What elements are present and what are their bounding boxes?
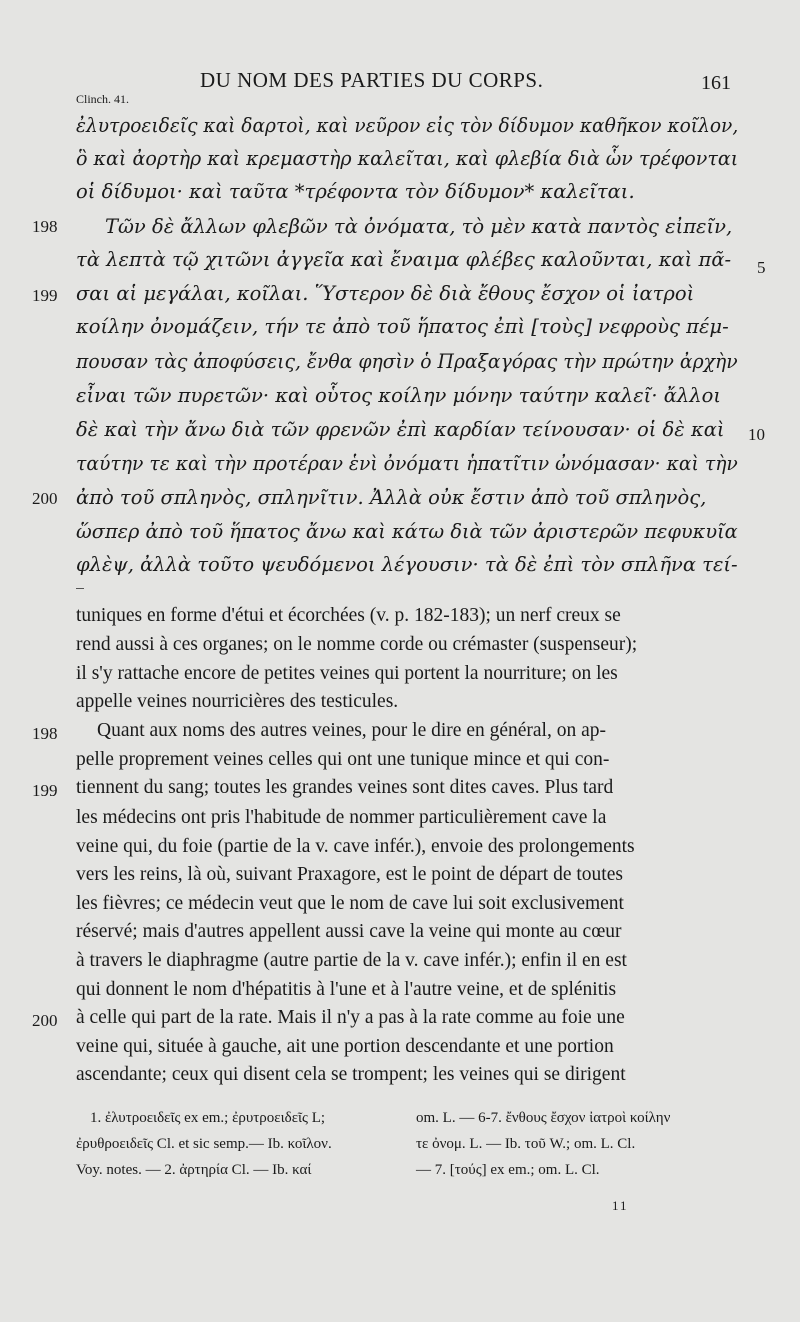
greek-line: τὰ λεπτὰ τῷ χιτῶνι ἀγγεῖα καὶ ἔναιμα φλέβες καλοῦνται, καὶ πᾶ- xyxy=(76,248,732,271)
section-number: 200 xyxy=(32,1011,58,1030)
section-number: 198 xyxy=(32,724,58,743)
french-line: qui donnent le nom d'hépatitis à l'une et à l'autre veine, et de splénitis xyxy=(76,979,617,1000)
french-line: veine qui, du foie (partie de la v. cave infér.), envoie des prolongements xyxy=(76,836,635,857)
greek-line: φλὲψ, ἀλλὰ τοῦτο ψευδόμενοι λέγουσιν· τὰ δὲ ἐπὶ τὸν σπλῆνα τεί- xyxy=(76,553,738,576)
greek-line: δὲ καὶ τὴν ἄνω διὰ τῶν φρενῶν ἐπὶ καρδίαν τείνουσαν· οἱ δὲ καὶ xyxy=(76,418,725,441)
printer-signature: 11 xyxy=(612,1198,629,1213)
line-number: 5 xyxy=(757,258,766,277)
greek-line: ὃ καὶ ἀορτὴρ καὶ κρεμαστὴρ καλεῖται, καὶ φλεβία διὰ ὧν τρέφονται xyxy=(76,147,739,170)
footnote-line: τε ὀνομ. L. — Ib. τοῦ W.; om. L. Cl. xyxy=(416,1136,636,1152)
section-divider xyxy=(76,588,84,589)
greek-line: κοίλην ὀνομάζειν, τήν τε ἀπὸ τοῦ ἥπατος ἐπὶ [τοὺς] νεφροὺς πέμ- xyxy=(76,315,729,338)
french-line: ascendante; ceux qui disent cela se trompent; les veines qui se dirigent xyxy=(76,1064,626,1085)
greek-line: ἐλυτροειδεῖς καὶ δαρτοὶ, καὶ νεῦρον εἰς τὸν δίδυμον καθῆκον κοῖλον, xyxy=(76,114,739,137)
footnote-line: ἐρυθροειδεῖς Cl. et sic semp.— Ib. κοῖλον. xyxy=(76,1136,332,1152)
french-line: les fièvres; ce médecin veut que le nom de cave lui soit exclusivement xyxy=(76,893,624,914)
section-number: 200 xyxy=(32,489,58,508)
french-line: Quant aux noms des autres veines, pour le dire en général, on ap- xyxy=(97,720,606,741)
line-number: 10 xyxy=(748,425,765,444)
greek-line: ὥσπερ ἀπὸ τοῦ ἥπατος ἄνω καὶ κάτω διὰ τῶν ἀριστερῶν πεφυκυῖα xyxy=(76,520,738,543)
french-line: vers les reins, là où, suivant Praxagore, est le point de départ de toutes xyxy=(76,864,623,885)
french-line: appelle veines nourricières des testicules. xyxy=(76,691,399,712)
french-line: à celle qui part de la rate. Mais il n'y a pas à la rate comme au foie une xyxy=(76,1007,625,1028)
french-line: réservé; mais d'autres appellent aussi cave la veine qui monte au cœur xyxy=(76,921,622,942)
section-number: 199 xyxy=(32,286,58,305)
footnote-line: Voy. notes. — 2. ἀρτηρία Cl. — Ib. καί xyxy=(76,1162,312,1178)
french-line: pelle proprement veines celles qui ont une tunique mince et qui con- xyxy=(76,749,610,770)
french-line: tiennent du sang; toutes les grandes veines sont dites caves. Plus tard xyxy=(76,777,614,798)
page-number: 161 xyxy=(701,72,731,94)
french-line: tuniques en forme d'étui et écorchées (v. p. 182-183); un nerf creux se xyxy=(76,605,621,626)
greek-line: Τῶν δὲ ἄλλων φλεβῶν τὰ ὀνόματα, τὸ μὲν κατὰ παντὸς εἰπεῖν, xyxy=(105,215,733,238)
greek-line: οἱ δίδυμοι· καὶ ταῦτα *τρέφοντα τὸν δίδυμον* καλεῖται. xyxy=(76,180,635,203)
footnote-line: — 7. [τούς] ex em.; om. L. Cl. xyxy=(416,1162,600,1178)
section-number: 198 xyxy=(32,217,58,236)
french-line: les médecins ont pris l'habitude de nommer particulièrement cave la xyxy=(76,807,607,828)
french-line: il s'y rattache encore de petites veines qui portent la nourriture; on les xyxy=(76,663,618,684)
greek-line: σαι αἱ μεγάλαι, κοῖλαι. Ὕστερον δὲ διὰ ἔθους ἔσχον οἱ ἰατροὶ xyxy=(76,282,695,305)
french-line: rend aussi à ces organes; on le nomme corde ou crémaster (suspenseur); xyxy=(76,634,638,655)
section-number: 199 xyxy=(32,781,58,800)
greek-line: ταύτην τε καὶ τὴν προτέραν ἑνὶ ὀνόματι ἡπατῖτιν ὠνόμασαν· καὶ τὴν xyxy=(76,452,738,475)
running-header-title: DU NOM DES PARTIES DU CORPS. xyxy=(200,68,544,92)
footnote-line: 1. ἐλυτροειδεῖς ex em.; ἐρυτροειδεῖς L; xyxy=(90,1110,326,1126)
source-reference: Clinch. 41. xyxy=(76,92,129,106)
greek-line: ἀπὸ τοῦ σπληνὸς, σπληνῖτιν. Ἀλλὰ οὐκ ἔστιν ἀπὸ τοῦ σπληνὸς, xyxy=(76,486,707,509)
footnote-line: om. L. — 6-7. ἔνθους ἔσχον ἰατροὶ κοίλην xyxy=(416,1110,671,1126)
greek-line: πουσαν τὰς ἀποφύσεις, ἔνθα φησὶν ὁ Πραξαγόρας τὴν πρώτην ἀρχὴν xyxy=(76,350,738,373)
french-line: veine qui, située à gauche, ait une portion descendante et une portion xyxy=(76,1036,614,1057)
french-line: à travers le diaphragme (autre partie de la v. cave infér.); enfin il en est xyxy=(76,950,627,971)
greek-line: εἶναι τῶν πυρετῶν· καὶ οὗτος κοίλην μόνην ταύτην καλεῖ· ἄλλοι xyxy=(76,384,721,407)
